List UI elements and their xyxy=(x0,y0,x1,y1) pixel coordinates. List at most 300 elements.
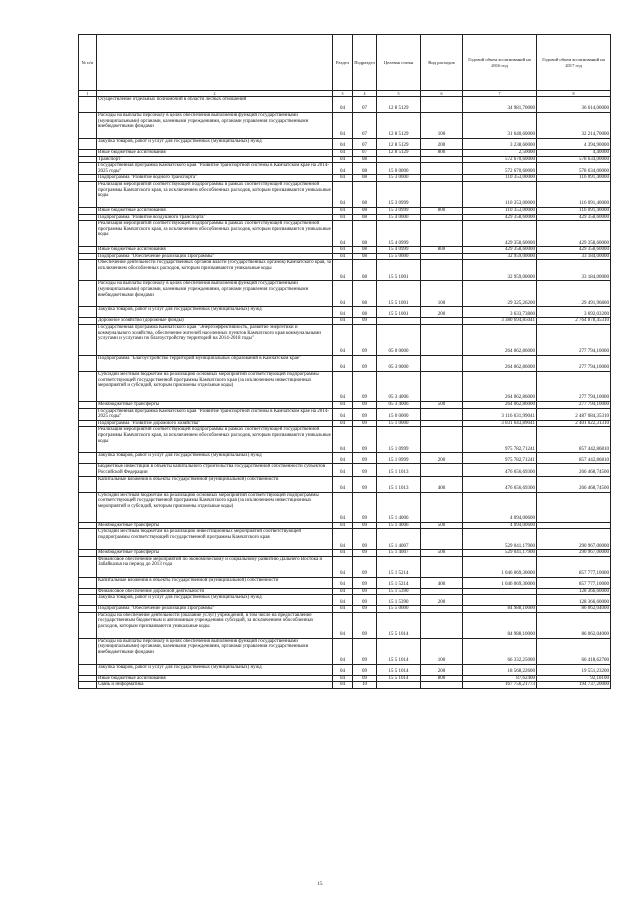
table-row xyxy=(79,682,611,689)
row-podrazdel: 09 xyxy=(353,453,377,464)
row-podrazdel: 08 xyxy=(353,221,377,247)
row-podrazdel: 08 xyxy=(353,253,377,260)
row-value-2017: 32 214,70000 xyxy=(537,113,611,139)
column-number: 3 xyxy=(333,91,353,97)
row-target-article: 15 1 1013 xyxy=(377,464,421,476)
row-value-2016: 34 981,70000 xyxy=(463,97,537,113)
row-number xyxy=(79,371,97,401)
budget-table xyxy=(78,34,611,689)
row-podrazdel: 09 xyxy=(353,401,377,408)
row-expense-type xyxy=(421,324,463,355)
header-expense-type: Вид расходов xyxy=(421,35,463,91)
row-number xyxy=(79,260,97,281)
table-row xyxy=(79,577,611,588)
header-razdel: Раздел xyxy=(333,35,353,91)
row-number xyxy=(79,588,97,595)
table-row xyxy=(79,247,611,254)
row-value-2016: 167 756,21773 xyxy=(463,682,537,689)
table-row xyxy=(79,355,611,371)
row-razdel: 04 xyxy=(333,550,353,557)
row-target-article: 15 1 4006 xyxy=(377,522,421,529)
row-value-2017: 290 967,00000 xyxy=(537,529,611,550)
row-razdel: 04 xyxy=(333,324,353,355)
row-podrazdel: 09 xyxy=(353,476,377,492)
row-value-2017: 36 614,00000 xyxy=(537,97,611,113)
row-podrazdel: 09 xyxy=(353,556,377,577)
row-name: Иные бюджетные ассигнования xyxy=(97,675,333,682)
row-expense-type: 500 xyxy=(421,550,463,557)
row-razdel: 04 xyxy=(333,181,353,207)
row-number xyxy=(79,529,97,550)
row-number xyxy=(79,595,97,606)
table-row xyxy=(79,408,611,420)
row-podrazdel: 09 xyxy=(353,408,377,420)
row-value-2017: 2 487 084,35310 xyxy=(537,408,611,420)
table-row xyxy=(79,595,611,606)
row-expense-type xyxy=(421,175,463,182)
row-expense-type: 100 xyxy=(421,638,463,664)
row-razdel: 04 xyxy=(333,371,353,401)
row-value-2017: 578 634,00000 xyxy=(537,156,611,163)
row-number xyxy=(79,281,97,307)
row-value-2017: 266 468,74500 xyxy=(537,476,611,492)
row-number xyxy=(79,207,97,214)
row-number xyxy=(79,427,97,453)
row-expense-type: 200 xyxy=(421,307,463,318)
row-value-2016: 3 633,73800 xyxy=(463,307,537,318)
row-name: Подпрограмма "Благоустройство территорий муниципальных образований в Камчатском крае" xyxy=(97,355,333,371)
row-podrazdel: 07 xyxy=(353,97,377,113)
row-target-article: 15 3 0999 xyxy=(377,207,421,214)
row-value-2016: 1 046 069,30000 xyxy=(463,577,537,588)
row-value-2017: 578 634,00000 xyxy=(537,163,611,175)
row-target-article: 15 4 0999 xyxy=(377,221,421,247)
row-target-article: 15 1 5390 xyxy=(377,595,421,606)
row-podrazdel: 09 xyxy=(353,595,377,606)
row-target-article: 15 5 1001 xyxy=(377,260,421,281)
row-podrazdel: 07 xyxy=(353,139,377,150)
row-value-2016: 3 116 631,99041 xyxy=(463,408,537,420)
row-podrazdel: 09 xyxy=(353,550,377,557)
row-value-2016: 110 353,00000 xyxy=(463,207,537,214)
column-number: 5 xyxy=(377,91,421,97)
row-number xyxy=(79,408,97,420)
row-name: Подпрограмма "Обеспечение реализации Программы" xyxy=(97,253,333,260)
row-razdel: 04 xyxy=(333,612,353,638)
row-expense-type xyxy=(421,163,463,175)
row-value-2016 xyxy=(463,595,537,606)
table-row xyxy=(79,253,611,260)
row-value-2016: 264 062,86000 xyxy=(463,355,537,371)
row-expense-type xyxy=(421,214,463,221)
row-number xyxy=(79,476,97,492)
table-row xyxy=(79,464,611,476)
row-expense-type xyxy=(421,253,463,260)
row-razdel: 04 xyxy=(333,664,353,675)
table-row xyxy=(79,612,611,638)
row-target-article: 05 3 0000 xyxy=(377,355,421,371)
row-number xyxy=(79,181,97,207)
row-podrazdel: 08 xyxy=(353,156,377,163)
row-value-2017: 857 442,86810 xyxy=(537,453,611,464)
row-target-article: 12 8 5129 xyxy=(377,97,421,113)
row-number xyxy=(79,318,97,325)
row-value-2016: 3 380 694,85041 xyxy=(463,318,537,325)
row-value-2017: 429 358,60000 xyxy=(537,247,611,254)
row-value-2016: 110 353,00000 xyxy=(463,181,537,207)
row-number xyxy=(79,175,97,182)
row-razdel: 04 xyxy=(333,156,353,163)
row-razdel: 04 xyxy=(333,139,353,150)
row-expense-type: 500 xyxy=(421,522,463,529)
row-expense-type xyxy=(421,492,463,522)
row-target-article xyxy=(377,156,421,163)
row-value-2017: 290 967,00000 xyxy=(537,550,611,557)
table-row xyxy=(79,420,611,427)
row-value-2017: 2 401 022,31310 xyxy=(537,420,611,427)
row-expense-type xyxy=(421,371,463,401)
row-number xyxy=(79,577,97,588)
row-expense-type xyxy=(421,529,463,550)
row-value-2017 xyxy=(537,492,611,522)
row-value-2016: 429 358,60000 xyxy=(463,221,537,247)
row-name: Реализация мероприятий соответствующей подпрограммы в рамках соответствующей государственной программы Камчатского края, за исключением обособленных расходов, которым присваиваются уникальные коды xyxy=(97,181,333,207)
row-target-article: 05 3 4006 xyxy=(377,401,421,408)
row-razdel: 04 xyxy=(333,150,353,157)
row-name: Обеспечение деятельности государственных органов власти (государственных органов) Камчатского края, за исключением обособленных расходов, которым присваиваются уникальные коды xyxy=(97,260,333,281)
row-expense-type xyxy=(421,97,463,113)
row-razdel: 04 xyxy=(333,221,353,247)
row-target-article: 12 8 5129 xyxy=(377,113,421,139)
row-podrazdel: 09 xyxy=(353,606,377,613)
row-name: Государственная программа Камчатского края "Развитие транспортной системы в Камчатском крае на 2014-2025 годы" xyxy=(97,163,333,175)
row-value-2016: 1 046 069,30000 xyxy=(463,556,537,577)
row-podrazdel: 09 xyxy=(353,529,377,550)
row-expense-type: 800 xyxy=(421,150,463,157)
row-name: Закупка товаров, работ и услуг для государственных (муниципальных) нужд xyxy=(97,307,333,318)
table-row xyxy=(79,214,611,221)
row-value-2017: 128 366,60000 xyxy=(537,595,611,606)
row-expense-type: 400 xyxy=(421,476,463,492)
row-target-article: 15 1 0000 xyxy=(377,420,421,427)
row-value-2017: 4,40000 xyxy=(537,150,611,157)
row-podrazdel: 08 xyxy=(353,281,377,307)
row-name: Финансовое обеспечение дорожной деятельности xyxy=(97,588,333,595)
row-name: Расходы на выплаты персоналу в целях обеспечения выполнения функций государственными (муниципальными) органами, казенными учреждениями, органами управления государственными внебюджетными фондами xyxy=(97,638,333,664)
row-podrazdel: 09 xyxy=(353,355,377,371)
row-value-2016: 29 325,26200 xyxy=(463,281,537,307)
row-target-article xyxy=(377,682,421,689)
row-razdel: 04 xyxy=(333,595,353,606)
row-number xyxy=(79,113,97,139)
row-expense-type: 200 xyxy=(421,595,463,606)
row-name: Реализация мероприятий соответствующей подпрограммы в рамках соответствующей государственной программы Камчатского края, за исключением обособленных расходов, которым присваиваются уникальные коды xyxy=(97,221,333,247)
row-value-2017: 4 394,90000 xyxy=(537,139,611,150)
row-value-2016: 18 568,22600 xyxy=(463,664,537,675)
row-value-2017: 33 184,00000 xyxy=(537,253,611,260)
row-value-2017: 277 794,10000 xyxy=(537,401,611,408)
row-name: Закупка товаров, работ и услуг для государственных (муниципальных) нужд xyxy=(97,139,333,150)
row-value-2017: 116 091,40000 xyxy=(537,175,611,182)
row-value-2016: 429 358,60000 xyxy=(463,214,537,221)
row-value-2016: 264 062,86000 xyxy=(463,401,537,408)
row-number xyxy=(79,550,97,557)
table-row xyxy=(79,476,611,492)
row-target-article: 15 5 1001 xyxy=(377,307,421,318)
row-razdel: 04 xyxy=(333,355,353,371)
row-target-article: 12 8 5129 xyxy=(377,150,421,157)
row-razdel: 04 xyxy=(333,588,353,595)
header-row xyxy=(79,35,611,91)
row-name: Закупка товаров, работ и услуг для государственных (муниципальных) нужд xyxy=(97,453,333,464)
row-value-2017: 116 091,40000 xyxy=(537,207,611,214)
row-podrazdel: 08 xyxy=(353,163,377,175)
row-podrazdel: 09 xyxy=(353,492,377,522)
row-value-2016: 429 358,60000 xyxy=(463,247,537,254)
row-expense-type: 400 xyxy=(421,577,463,588)
budget-document xyxy=(78,34,610,689)
table-row xyxy=(79,281,611,307)
row-value-2017: 266 468,74500 xyxy=(537,464,611,476)
row-podrazdel: 10 xyxy=(353,682,377,689)
row-expense-type xyxy=(421,556,463,577)
row-number xyxy=(79,420,97,427)
row-number xyxy=(79,453,97,464)
row-razdel: 04 xyxy=(333,214,353,221)
row-number xyxy=(79,612,97,638)
row-expense-type xyxy=(421,427,463,453)
row-value-2016: 264 062,86000 xyxy=(463,324,537,355)
row-razdel: 04 xyxy=(333,175,353,182)
table-row xyxy=(79,175,611,182)
row-podrazdel: 08 xyxy=(353,247,377,254)
row-value-2016: 529 041,17900 xyxy=(463,529,537,550)
row-value-2017: 857 442,86810 xyxy=(537,427,611,453)
row-name: Капитальные вложения в объекты государственной (муниципальной) собственности xyxy=(97,476,333,492)
row-razdel: 04 xyxy=(333,420,353,427)
row-podrazdel: 09 xyxy=(353,427,377,453)
table-row xyxy=(79,150,611,157)
row-value-2016: 32 959,00000 xyxy=(463,253,537,260)
row-razdel: 04 xyxy=(333,97,353,113)
row-razdel: 04 xyxy=(333,464,353,476)
row-razdel: 04 xyxy=(333,606,353,613)
row-podrazdel: 09 xyxy=(353,324,377,355)
row-value-2017: 86 062,04000 xyxy=(537,612,611,638)
row-number xyxy=(79,221,97,247)
row-name: Подпрограмма "Развитие дорожного хозяйства" xyxy=(97,420,333,427)
row-razdel: 04 xyxy=(333,307,353,318)
row-value-2017: 2 764 878,45310 xyxy=(537,318,611,325)
row-expense-type: 200 xyxy=(421,139,463,150)
row-razdel: 04 xyxy=(333,556,353,577)
row-value-2016: 4 094,00600 xyxy=(463,492,537,522)
header-name xyxy=(97,35,333,91)
row-name: Государственная программа Камчатского края "Развитие транспортной системы в Камчатском крае на 2014-2025 годы" xyxy=(97,408,333,420)
row-value-2016: 476 656,69300 xyxy=(463,476,537,492)
row-razdel: 04 xyxy=(333,247,353,254)
row-number xyxy=(79,307,97,318)
row-name: Дорожное хозяйство (дорожные фонды) xyxy=(97,318,333,325)
row-target-article: 15 1 0999 xyxy=(377,427,421,453)
row-expense-type xyxy=(421,606,463,613)
row-name: Расходы на выплаты персоналу в целях обеспечения выполнения функций государственными (муниципальными) органами, казенными учреждениями, органами управления государственными внебюджетными фондами xyxy=(97,113,333,139)
row-value-2016: 3 031 643,89041 xyxy=(463,420,537,427)
row-razdel: 04 xyxy=(333,522,353,529)
table-row xyxy=(79,529,611,550)
row-expense-type xyxy=(421,464,463,476)
row-value-2017: 429 358,60000 xyxy=(537,221,611,247)
row-target-article: 15 1 5214 xyxy=(377,577,421,588)
header-target-article: Целевая статья xyxy=(377,35,421,91)
row-expense-type: 800 xyxy=(421,247,463,254)
table-row xyxy=(79,371,611,401)
row-razdel: 04 xyxy=(333,260,353,281)
row-razdel: 04 xyxy=(333,318,353,325)
table-row xyxy=(79,638,611,664)
table-row xyxy=(79,163,611,175)
row-name: Капитальные вложения в объекты государственной (муниципальной) собственности xyxy=(97,577,333,588)
row-name: Межбюджетные трансферты xyxy=(97,401,333,408)
row-number xyxy=(79,139,97,150)
row-name: Осуществление отдельных полномочий в области лесных отношений xyxy=(97,97,333,113)
row-target-article: 15 5 1014 xyxy=(377,675,421,682)
table-row xyxy=(79,588,611,595)
table-row xyxy=(79,181,611,207)
row-razdel: 04 xyxy=(333,113,353,139)
row-expense-type: 200 xyxy=(421,664,463,675)
row-podrazdel: 08 xyxy=(353,181,377,207)
row-target-article: 15 3 0999 xyxy=(377,181,421,207)
column-number: 6 xyxy=(421,91,463,97)
row-razdel: 04 xyxy=(333,577,353,588)
table-row xyxy=(79,550,611,557)
row-value-2017: 277 794,10000 xyxy=(537,355,611,371)
column-number: 8 xyxy=(537,91,611,97)
row-number xyxy=(79,324,97,355)
row-target-article: 05 0 0000 xyxy=(377,324,421,355)
row-value-2017: 3 692,03200 xyxy=(537,307,611,318)
row-razdel: 04 xyxy=(333,427,353,453)
row-name: Связь и информатика xyxy=(97,682,333,689)
row-value-2017: 857 777,10000 xyxy=(537,556,611,577)
row-name: Субсидии местным бюджетам на реализацию инвестиционных мероприятий соответствующей подпрограммы соответствующей государственной программы Камчатского края xyxy=(97,529,333,550)
row-podrazdel: 09 xyxy=(353,664,377,675)
row-value-2017: 19 551,23200 xyxy=(537,664,611,675)
row-expense-type xyxy=(421,181,463,207)
row-name: Расходы на обеспечение деятельности (оказание услуг) учреждений, в том числе на предоставление государственным бюджетным и автономным учреждениям субсидий, за исключением обособленных расходов, которым присваиваются уникальные коды xyxy=(97,612,333,638)
table-row xyxy=(79,606,611,613)
row-expense-type: 800 xyxy=(421,207,463,214)
table-row xyxy=(79,97,611,113)
row-podrazdel: 08 xyxy=(353,260,377,281)
row-expense-type: 100 xyxy=(421,281,463,307)
row-target-article: 15 4 0999 xyxy=(377,247,421,254)
row-target-article: 15 1 1013 xyxy=(377,476,421,492)
row-razdel: 04 xyxy=(333,163,353,175)
table-body xyxy=(79,97,611,689)
row-target-article: 15 5 1014 xyxy=(377,638,421,664)
row-target-article: 15 3 0000 xyxy=(377,175,421,182)
row-expense-type: 100 xyxy=(421,113,463,139)
row-target-article: 15 1 0999 xyxy=(377,453,421,464)
row-value-2017: 277 794,10000 xyxy=(537,324,611,355)
row-value-2016: 31 640,60000 xyxy=(463,113,537,139)
table-row xyxy=(79,401,611,408)
row-razdel: 04 xyxy=(333,253,353,260)
row-value-2016: 529 041,17900 xyxy=(463,550,537,557)
row-target-article: 15 5 0000 xyxy=(377,606,421,613)
row-name: Закупка товаров, работ и услуг для государственных (муниципальных) нужд xyxy=(97,664,333,675)
row-razdel: 04 xyxy=(333,401,353,408)
row-value-2016: 476 656,69300 xyxy=(463,464,537,476)
row-number xyxy=(79,253,97,260)
row-value-2017: 194 737,20000 xyxy=(537,682,611,689)
row-name: Иные бюджетные ассигнования xyxy=(97,247,333,254)
row-podrazdel: 08 xyxy=(353,175,377,182)
row-target-article: 05 3 4006 xyxy=(377,371,421,401)
row-podrazdel: 09 xyxy=(353,318,377,325)
row-name: Подпрограмма "Развитие воздушного транспорта" xyxy=(97,214,333,221)
row-value-2017: 86 062,04000 xyxy=(537,606,611,613)
row-name: Реализация мероприятий соответствующей подпрограммы в рамках соответствующей государственной программы Камчатского края, за исключением обособленных расходов, которым присваиваются уникальные коды xyxy=(97,427,333,453)
row-number xyxy=(79,150,97,157)
row-razdel: 04 xyxy=(333,281,353,307)
row-name: Субсидии местным бюджетам на реализацию основных мероприятий соответствующей подпрограммы соответствующей государственной программы Камчатского края (за исключением инвестиционных мероприятий и субсидий, которым присвоены отдельные коды) xyxy=(97,371,333,401)
row-value-2016: 84 988,10000 xyxy=(463,612,537,638)
row-razdel: 04 xyxy=(333,408,353,420)
row-number xyxy=(79,682,97,689)
column-number: 2 xyxy=(97,91,333,97)
table-row xyxy=(79,113,611,139)
row-podrazdel: 07 xyxy=(353,113,377,139)
row-number xyxy=(79,638,97,664)
row-value-2016: 66 332,25000 xyxy=(463,638,537,664)
row-razdel: 04 xyxy=(333,453,353,464)
row-name: Государственная программа Камчатского края "Энергоэффективность, развитие энергетики и коммунального хозяйства, обеспечение жителей населенных пунктов Камчатского края коммунальными услугами и услугами по благоустройству территорий на 2014-2018 годы" xyxy=(97,324,333,355)
row-razdel: 04 xyxy=(333,529,353,550)
table-row xyxy=(79,556,611,577)
row-target-article: 15 1 5214 xyxy=(377,556,421,577)
row-value-2017 xyxy=(537,522,611,529)
row-target-article: 15 0 0000 xyxy=(377,163,421,175)
row-number xyxy=(79,247,97,254)
header-volume-2017: Годовой объем ассигнований на 2017 год xyxy=(537,35,611,91)
row-expense-type xyxy=(421,318,463,325)
row-number xyxy=(79,214,97,221)
row-name: Закупка товаров, работ и услуг для государственных (муниципальных) нужд xyxy=(97,595,333,606)
table-row xyxy=(79,260,611,281)
row-value-2016: 110 353,00000 xyxy=(463,175,537,182)
row-number xyxy=(79,97,97,113)
row-value-2016: 572 670,60000 xyxy=(463,163,537,175)
row-value-2016: 3 238,60000 xyxy=(463,139,537,150)
row-number xyxy=(79,606,97,613)
row-name: Подпрограмма "Развитие водного транспорта" xyxy=(97,175,333,182)
table-row xyxy=(79,427,611,453)
header-podrazdel: Подраздел xyxy=(353,35,377,91)
row-name: Межбюджетные трансферты xyxy=(97,550,333,557)
row-podrazdel: 09 xyxy=(353,577,377,588)
row-value-2017: 66 418,62700 xyxy=(537,638,611,664)
row-value-2016 xyxy=(463,588,537,595)
table-row xyxy=(79,324,611,355)
row-razdel: 04 xyxy=(333,682,353,689)
row-razdel: 04 xyxy=(333,476,353,492)
row-target-article: 15 5 1001 xyxy=(377,281,421,307)
row-razdel: 04 xyxy=(333,675,353,682)
row-name: Субсидии местным бюджетам на реализацию основных мероприятий соответствующей подпрограммы соответствующей государственной программы Камчатского края (за исключением инвестиционных мероприятий и субсидий, которым присвоены отдельные коды) xyxy=(97,492,333,522)
